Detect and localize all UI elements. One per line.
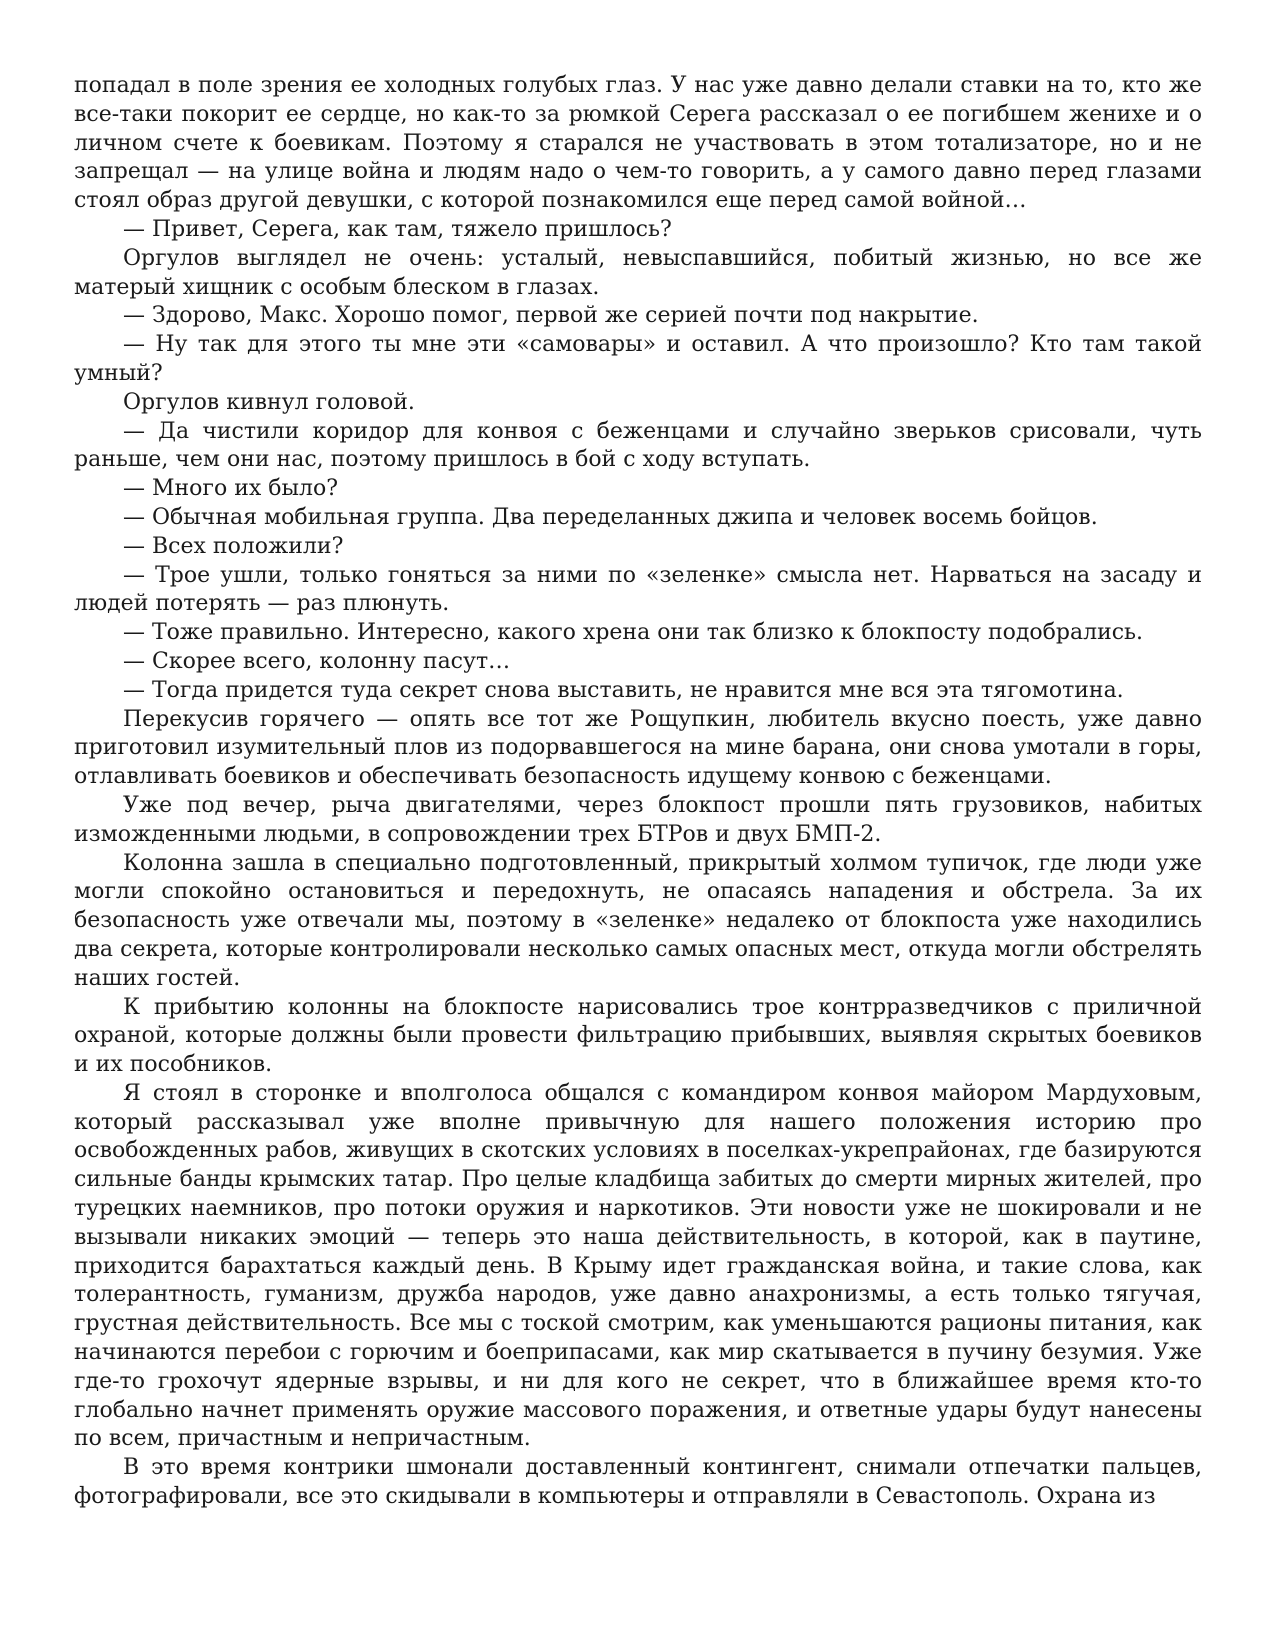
paragraph-16: Уже под вечер, рыча двигателями, через блокпост прошли пять грузовиков, набитых изможденными людьми, в сопровождении трех БТРов и двух БМП-2.	[74, 792, 1202, 847]
paragraph-12: — Тоже правильно. Интересно, какого хрена они так близко к блокпосту подобрались.	[123, 620, 1144, 646]
paragraph-8: — Много их было?	[123, 476, 339, 502]
paragraph-17: Колонна зашла в специально подготовленный, прикрытый холмом тупичок, где люди уже могли спокойно остановиться и передохнуть, не опасаясь нападения и обстрела. За их безопасность уже отвечали мы, поэтому в «зеленке» недалеко от блокпоста уже находились два секрета, которые контролировали несколько самых опасных мест, откуда могли обстрелять наших гостей.	[74, 850, 1202, 991]
paragraph-13: — Скорее всего, колонну пасут…	[123, 648, 511, 674]
paragraph-10: — Всех положили?	[123, 533, 344, 559]
paragraph-6: Оргулов кивнул головой.	[123, 389, 415, 415]
paragraph-3: Оргулов выглядел не очень: усталый, невыспавшийся, побитый жизнью, но все же матерый хищник с особым блеском в глазах.	[74, 245, 1202, 300]
paragraph-7: — Да чистили коридор для конвоя с беженцами и случайно зверьков срисовали, чуть раньше, чем они нас, поэтому пришлось в бой с ходу вступать.	[74, 418, 1202, 473]
page-body	[74, 72, 1202, 1512]
paragraph-2: — Привет, Серега, как там, тяжело пришлось?	[123, 216, 672, 242]
paragraph-9: — Обычная мобильная группа. Два переделанных джипа и человек восемь бойцов.	[123, 504, 1098, 530]
paragraph-18: К прибытию колонны на блокпосте нарисовались трое контрразведчиков с приличной охраной, которые должны были провести фильтрацию прибывших, выявляя скрытых боевиков и их пособников.	[74, 994, 1202, 1078]
paragraph-14: — Тогда придется туда секрет снова выставить, не нравится мне вся эта тягомотина.	[123, 677, 1124, 703]
paragraph-5: — Ну так для этого ты мне эти «самовары» и оставил. А что произошло? Кто там такой умный?	[74, 332, 1202, 386]
paragraph-11: — Трое ушли, только гоняться за ними по «зеленке» смысла нет. Нарваться на засаду и людей потерять — раз плюнуть.	[74, 562, 1202, 617]
paragraph-19: Я стоял в сторонке и вполголоса общался с командиром конвоя майором Мардуховым, который рассказывал уже вполне привычную для нашего положения историю про освобожденных рабов, живущих в скотских условиях в поселках-укрепрайонах, где базируются сильные банды крымских татар. Про целые кладбища забитых до смерти мирных жителей, про турецких наемников, про потоки оружия и наркотиков. Эти новости уже не шокировали и не вызывали никаких эмоций — теперь это наша действительность, в которой, как в паутине, приходится барахтаться каждый день. В Крыму идет гражданская война, и такие слова, как толерантность, гуманизм, дружба народов, уже давно анахронизмы, а есть только тягучая, грустная действительность. Все мы с тоской смотрим, как уменьшаются рационы питания, как начинаются перебои с горючим и боеприпасами, как мир скатывается в пучину безумия. Уже где-то грохочут ядерные взрывы, и ни для кого не секрет, что в ближайшее время кто-то глобально начнет применять оружие массового поражения, и ответные удары будут нанесены по всем, причастным и непричастным.	[74, 1080, 1202, 1452]
paragraph-1: попадал в поле зрения ее холодных голубых глаз. У нас уже давно делали ставки на то, кто же все-таки покорит ее сердце, но как-то за рюмкой Серега рассказал о ее погибшем женихе и о личном счете к боевикам. Поэтому я старался не участвовать в этом тотализаторе, но и не запрещал — на улице война и людям надо о чем-то говорить, а у самого давно перед глазами стоял образ другой девушки, с которой познакомился еще перед самой войной…	[74, 73, 1202, 214]
paragraph-20: В это время контрики шмонали доставленный контингент, снимали отпечатки пальцев, фотографировали, все это скидывали в компьютеры и отправляли в Севастополь. Охрана из	[74, 1455, 1202, 1510]
paragraph-4: — Здорово, Макс. Хорошо помог, первой же серией почти под накрытие.	[123, 303, 979, 329]
paragraph-15: Перекусив горячего — опять все тот же Рощупкин, любитель вкусно поесть, уже давно приготовил изумительный плов из подорвавшегося на мине барана, они снова умотали в горы, отлавливать боевиков и обеспечивать безопасность идущему конвою с беженцами.	[74, 706, 1202, 790]
